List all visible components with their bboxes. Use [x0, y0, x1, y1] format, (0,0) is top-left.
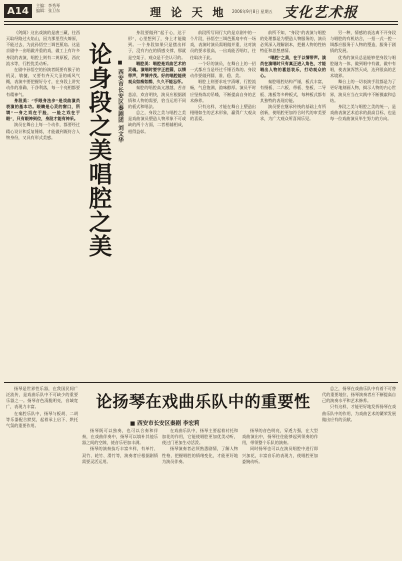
paragraph: 扬琴是世界性乐器，在我国民间广泛流传，是戏曲乐队中不可缺少的重要乐器之一。扬琴音色清脆明亮，音域宽广，表现力丰富。: [6, 386, 78, 410]
paragraph: 一个好的演员，在舞台上的一招一式都应当是经过千锤百炼的。身段动作要做到圆、准、稳、美。: [190, 60, 256, 79]
paragraph: 只有这样，才能更好地发挥扬琴在戏曲乐队中的作用，为戏曲艺术的繁荣发展做出应有的贡献。: [322, 404, 396, 422]
page-header: [0, 0, 402, 22]
byline-text: 西安市长安区秦剧团 刘文华: [117, 68, 123, 144]
article2-column-3: [162, 428, 238, 558]
paragraph: 扬琴的音色明亮，穿透力强，在大型戏曲演出中，扬琴往往能够起到领奏的作用，带领整个乐队的演奏。: [242, 428, 318, 446]
article2-column-1: [6, 386, 78, 558]
paragraph: 演员要在继承传统的基础上有所创新，使唱腔更加符合时代的审美要求，为广大观众所喜闻乐见。: [260, 103, 326, 122]
paragraph: 身段要做到“起于心，达于形”，心里想到了，身上才能做到。一个身段如果只是摆出样子，没有内在的情感支撑，那就是空架子，观众是不会认可的。: [128, 30, 186, 60]
article1-headline: 论身段之美唱腔之美: [85, 42, 111, 258]
paragraph: 扬琴演奏者必须熟悉剧情，了解人物性格，把握唱腔的情绪变化，才能更好地为演员伴奏。: [162, 446, 238, 464]
paragraph: 扬琴的演奏技巧丰富多样，有单竹、双竹、轮竹、滑竹等，演奏者应根据剧情需要灵活运用。: [82, 446, 158, 464]
article1-column-1: [6, 30, 80, 378]
paragraph: 总之，身段之美与唱腔之美是戏曲演员塑造人物形象不可或缺的两个方面，二者相辅相成，相得益彰。: [128, 110, 186, 134]
editor-line: 主编：李秀琴: [36, 3, 60, 8]
paragraph: 唱腔上则要求吐字清晰，行腔流畅，气息饱满，韵味醇厚。演员平时应坚持练功吊嗓，不断提高自身的艺术修养。: [190, 79, 256, 103]
article1-column-5: [330, 30, 396, 378]
article2-byline: ■ 西安市长安区秦剧 李宏莉: [130, 421, 200, 427]
article1-column-2: [128, 30, 186, 378]
paragraph: 身段之美与唱腔之美的统一，是戏曲表演艺术追求的最高目标，也是每一位戏曲演员毕生努力的方向。: [330, 103, 396, 122]
paragraph: “唱腔”之美，在于以情带声。演员在演唱时只有真正进入角色，才能唱出人物的喜怒哀乐，打动观众的心。: [260, 54, 326, 79]
paragraph: 在剧中孙悟空的扮演者既要有猴子的机灵、敏捷，又要有齐天大圣的威风气概，表演中要把握好分寸，在身段上讲究动作的准确、干净利落，每一个亮相都要有精神气。: [6, 66, 80, 97]
article2-column-5: [322, 386, 396, 558]
paragraph: 总之，扬琴在戏曲乐队中有着不可替代的重要地位，扬琴演奏者应不断提高自己的演奏水平和艺术修养。: [322, 386, 396, 404]
article2-column-2: [82, 428, 158, 558]
paragraph: 只有这样，才能在舞台上塑造出栩栩如生的艺术形象，赢得广大观众的喜爱。: [190, 103, 256, 122]
paragraph: 同时扬琴也可以在演员唱腔中进行即兴加花，丰富音乐的表现力，使唱腔更加委婉动听。: [242, 446, 318, 464]
paragraph: 前段所写同行大约是京剧中的一个片段，孙悟空三调芭蕉扇中有一场戏，表演时演员需唱做并重，这对演员的要求很高，一出戏能否唱红，往往取决于此。: [190, 30, 256, 60]
issue-date: 2006年9月8日 星期五: [232, 9, 273, 14]
section-title: 理 论 天 地: [150, 6, 227, 19]
paragraph: 秦腔唱腔结构严谨，板式丰富，有慢板、二六板、带板、垫板、二导板、滚板等多种板式，每种板式都有其独特的表现功能。: [260, 79, 326, 103]
paragraph: 优秀的演员总是能够把身段与唱腔融为一体，做到唱中有做，做中有唱，使表演浑然天成，达到很高的艺术境界。: [330, 54, 396, 79]
editor-line: 编辑：张卫东: [36, 8, 60, 13]
paragraph: 在秦腔乐队中，扬琴与板胡、二胡等乐器配合默契，起着承上启下、烘托气氛的重要作用。: [6, 410, 78, 428]
article-divider: [4, 382, 398, 383]
paragraph: 演员在舞台上每一个动作，都要经过精心设计和反复锤炼，才能做到既符合人物身份，又具有形式美感。: [6, 122, 80, 140]
paragraph: 秦腔的唱腔高亢激越，苦音悲凉，欢音明快，演员应根据剧情和人物的需要，恰当运用不同的板式和唱法。: [128, 85, 186, 109]
editor-info: [36, 3, 60, 13]
paragraph: 唱腔美：唱腔是戏曲艺术的灵魂。演唱时要字正腔圆，以情带声，声情并茂。好的唱腔能使观众如痴如醉，久久不能忘怀。: [128, 60, 186, 85]
page-number: A14: [4, 4, 32, 18]
paragraph: 前所不知，“身段”的表演与唱腔的处理都是为塑造人物服务的，演员必须深入理解剧本，把握人物的性格特征和思想感情。: [260, 30, 326, 54]
article1-column-4: [260, 30, 326, 378]
paragraph: 扬琴既可以独奏，也可以合奏和伴奏，在戏曲伴奏中，扬琴可以填补其他乐器之间的空隙，使音乐更加丰满。: [82, 428, 158, 446]
paragraph: 另一种，情感的表达离不开身段与唱腔的有机结合，一招一式一腔一调都应服务于人物的塑造，服务于剧情的发展。: [330, 30, 396, 54]
newspaper-masthead: 支化艺术报: [283, 5, 358, 21]
header-rule-thin: [4, 24, 398, 25]
paragraph: 舞台上的一切表演手段都是为了更好地刻画人物，揭示人物的内心世界，演员应当在实践中不断摸索和总结。: [330, 79, 396, 103]
article1-byline: [114, 60, 125, 143]
article2-headline: 论扬琴在戏曲乐队中的重要性: [96, 392, 311, 411]
byline-marker: ■: [117, 60, 123, 67]
paragraph: 《剑阁》这出戏演的是唐三藏，往西天取经路过火焰山，因为那里烈火燎原，不能过去，为此孙悟空三调芭蕉扇。这是京剧中一出唱做并重的戏，做工上有许多身段的表演，唱腔上则有二黄原板，西皮流水等，行腔优美动听。: [6, 30, 80, 66]
paragraph: 身段美：“手眼身法步”是戏曲演员表演的基本功。眼睛是心灵的窗口，所谓“一身之戏在于脸，一脸之戏在于眼”，只有眼神到位，身段才能有神采。: [6, 97, 80, 122]
header-rule: [4, 21, 398, 22]
article1-column-3: [190, 30, 256, 378]
paragraph: 在戏曲乐队中，扬琴主要起着衬托和加花的作用，它能使唱腔更加优美动听，使过门更加生动活泼。: [162, 428, 238, 446]
article2-column-4: [242, 428, 318, 558]
